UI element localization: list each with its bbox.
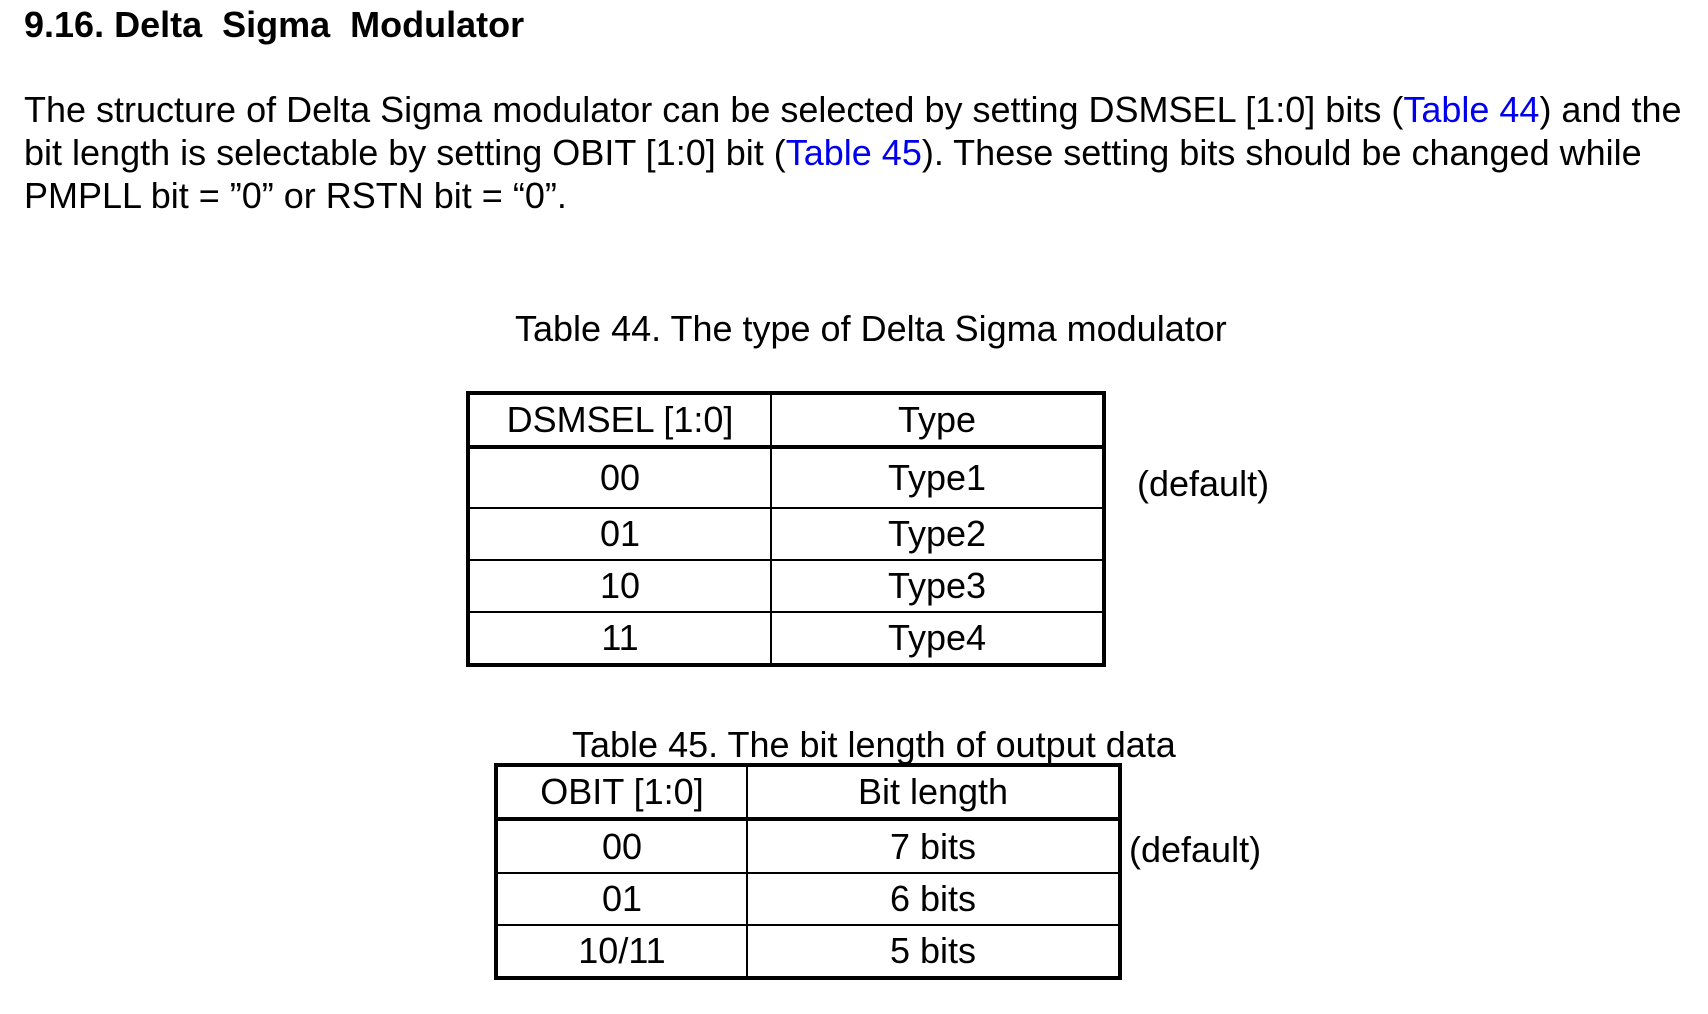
table-row <box>496 819 1120 873</box>
column-header-obit: OBIT [1:0] <box>496 765 747 819</box>
type-value: Type4 <box>771 612 1104 665</box>
paragraph-text-3: ). These setting bits should be changed while PMPLL bit = ”0” or RSTN bit = “0”. <box>24 132 1642 216</box>
table-44-caption: Table 44. The type of Delta Sigma modulator <box>515 308 1227 349</box>
paragraph-text-2: ) and the bit length is selectable by setting OBIT [1:0] bit ( <box>24 89 1682 173</box>
dsmsel-value: 10 <box>468 560 771 612</box>
table-45-default-note: (default) <box>1129 829 1262 870</box>
type-value: Type3 <box>771 560 1104 612</box>
column-header-type: Type <box>771 393 1104 447</box>
table-44 <box>466 391 1106 667</box>
bit-length-value: 6 bits <box>747 873 1120 925</box>
table-45-link[interactable]: Table 45 <box>785 132 922 173</box>
dsmsel-value: 11 <box>468 612 771 665</box>
table-header-row <box>468 393 1104 447</box>
table-row <box>468 560 1104 612</box>
paragraph-text-1: The structure of Delta Sigma modulator can be selected by setting DSMSEL [1:0] bits ( <box>24 89 1404 130</box>
table-45 <box>494 763 1122 980</box>
obit-value: 00 <box>496 819 747 873</box>
table-row <box>496 925 1120 978</box>
table-row <box>468 447 1104 508</box>
table-45-caption: Table 45. The bit length of output data <box>572 724 1176 765</box>
table-44-link[interactable]: Table 44 <box>1403 89 1540 130</box>
table-row <box>496 873 1120 925</box>
obit-value: 10/11 <box>496 925 747 978</box>
type-value: Type2 <box>771 508 1104 560</box>
table-header-row <box>496 765 1120 819</box>
type-value: Type1 <box>771 447 1104 508</box>
column-header-bit-length: Bit length <box>747 765 1120 819</box>
body-paragraph <box>24 88 1694 217</box>
column-header-dsmsel: DSMSEL [1:0] <box>468 393 771 447</box>
dsmsel-value: 01 <box>468 508 771 560</box>
table-row <box>468 508 1104 560</box>
bit-length-value: 7 bits <box>747 819 1120 873</box>
bit-length-value: 5 bits <box>747 925 1120 978</box>
table-row <box>468 612 1104 665</box>
dsmsel-value: 00 <box>468 447 771 508</box>
table-44-default-note: (default) <box>1137 463 1270 504</box>
section-heading: 9.16. Delta Sigma Modulator <box>24 4 525 45</box>
obit-value: 01 <box>496 873 747 925</box>
